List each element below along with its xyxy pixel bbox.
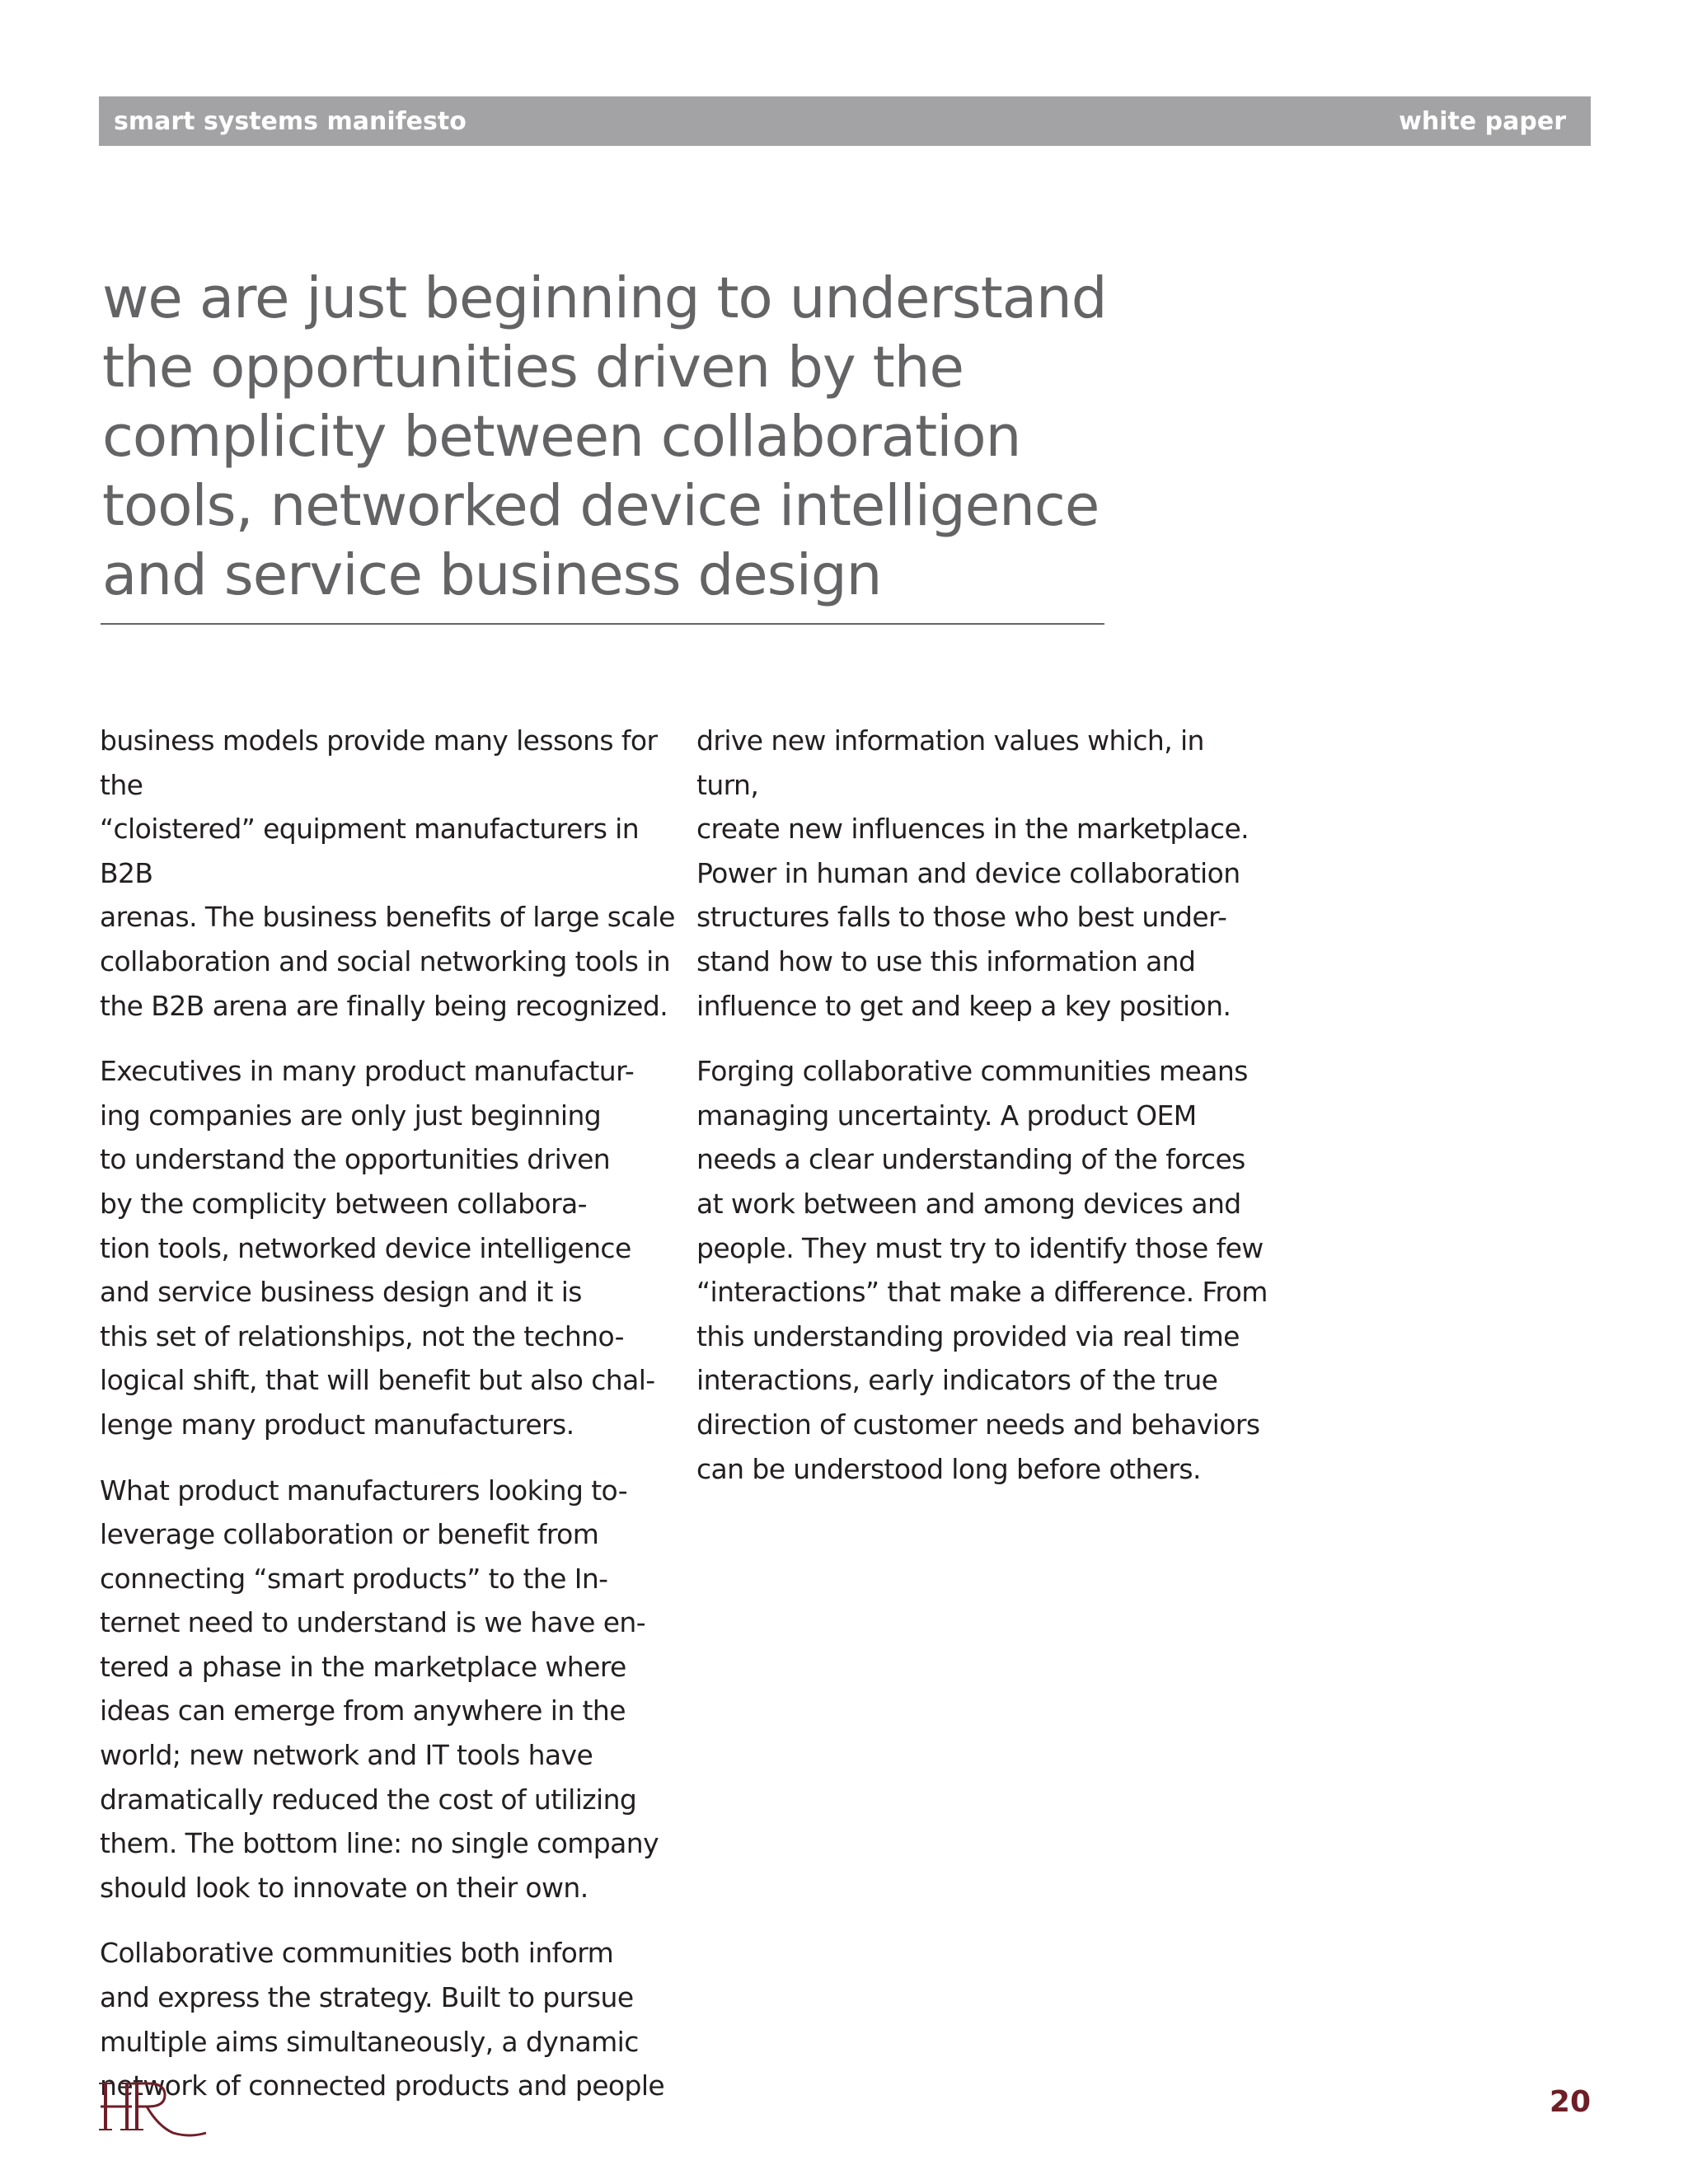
body-paragraph: Collaborative communities both inform and express the strategy. Built to pursue multiple aims simultaneously, a dynamic network of connected products and people [100, 1937, 665, 2102]
hr-logo-mark [99, 2077, 214, 2143]
body-column-right [696, 719, 1273, 1512]
header-document-title: smart systems manifesto [114, 106, 467, 136]
page-headline: we are just beginning to understand the opportunities driven by the complicity between collaboration tools, networked device intelligence and service business design [102, 265, 1107, 608]
body-paragraph: drive new information values which, in turn, create new influences in the marketplace. Power in human and device collaboration structures falls to those who best under- stand how to use this information and influence to get and keep a key position. [696, 724, 1250, 1022]
body-paragraph: business models provide many lessons for the “cloistered” equipment manufacturers in B2B arenas. The business benefits of large scale collaboration and social networking tools in the B2B arena are finally being recognized. [100, 724, 675, 1022]
headline-divider [101, 623, 1104, 625]
body-paragraph: What product manufacturers looking to- leverage collaboration or benefit from connecting “smart products” to the In- ternet need to understand is we have en- tered a phase in the marketplace where ideas can emerge from anywhere in the world; new network and IT tools have dramatically reduced the cost of utilizing them. The bottom line: no single company should look to innovate on their own. [100, 1474, 659, 1904]
hr-logo [99, 2077, 214, 2143]
body-paragraph: Executives in many product manufactur- ing companies are only just beginning to understand the opportunities driven by the complicity between collabora- tion tools, networked device intelligence and service business design and it is this set of relationships, not the techno- logical shift, that will benefit but also chal- lenge many product manufacturers. [100, 1055, 655, 1441]
running-header [99, 96, 1591, 146]
body-paragraph: Forging collaborative communities means managing uncertainty. A product OEM needs a clear understanding of the forces at work between and among devices and people. They must try to identify those few “interactions” that make a difference. From this understanding provided via real time interactions, early indicators of the true direction of customer needs and behaviors can be understood long before others. [696, 1055, 1268, 1485]
body-column-left [100, 719, 677, 2130]
page-number: 20 [1549, 2085, 1591, 2119]
header-document-type: white paper [1399, 106, 1566, 136]
